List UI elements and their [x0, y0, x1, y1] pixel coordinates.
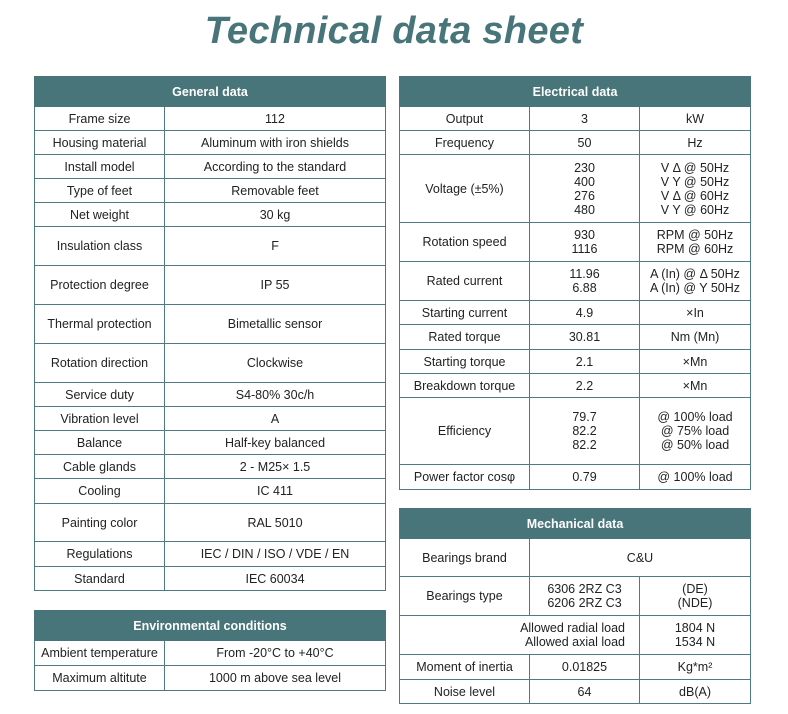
starting-current-label: Starting current [400, 301, 530, 325]
general-label: Vibration level [35, 407, 165, 431]
general-value: 2 - M25× 1.5 [165, 455, 386, 479]
rotation-speed-unit: RPM @ 60Hz [656, 242, 734, 256]
bearings-type-unit: (NDE) [677, 596, 713, 610]
voltage-units [640, 155, 751, 223]
rated-torque-unit: Nm (Mn) [640, 325, 751, 350]
rotation-speed-units [640, 223, 751, 262]
starting-torque-label: Starting torque [400, 350, 530, 374]
bearings-type-unit: (DE) [682, 582, 708, 596]
rated-torque-label: Rated torque [400, 325, 530, 350]
efficiency-value: 82.2 [572, 438, 597, 452]
general-label: Regulations [35, 542, 165, 567]
general-label: Thermal protection [35, 305, 165, 344]
noise-level-label: Noise level [400, 680, 530, 704]
starting-current-unit: ×In [640, 301, 751, 325]
general-label: Insulation class [35, 227, 165, 266]
page-title: Technical data sheet [204, 10, 584, 52]
general-value: IEC 60034 [165, 567, 386, 591]
general-label: Type of feet [35, 179, 165, 203]
noise-level-unit: dB(A) [640, 680, 751, 704]
bearings-type-units [640, 577, 751, 616]
general-label: Rotation direction [35, 344, 165, 383]
rotation-speed-value: 930 [574, 228, 595, 242]
general-label: Service duty [35, 383, 165, 407]
general-label: Balance [35, 431, 165, 455]
mechanical-data-header: Mechanical data [400, 509, 751, 539]
efficiency-values [530, 398, 640, 465]
allowed-load-labels [400, 616, 640, 655]
rated-current-value: 11.96 [569, 267, 600, 281]
efficiency-value: 79.7 [572, 410, 597, 424]
bearings-brand-value: C&U [530, 539, 751, 577]
environment-label: Ambient temperature [35, 641, 165, 666]
voltage-unit: V Y @ 50Hz [660, 174, 730, 189]
efficiency-label: Efficiency [400, 398, 530, 465]
voltage-value: 480 [574, 202, 595, 217]
voltage-unit: V Δ @ 60Hz [660, 188, 730, 203]
breakdown-torque-value: 2.2 [530, 374, 640, 398]
bearings-type-label: Bearings type [400, 577, 530, 616]
general-value: F [165, 227, 386, 266]
general-value: Half-key balanced [165, 431, 386, 455]
general-value: 112 [165, 107, 386, 131]
efficiency-unit: @ 75% load [660, 424, 730, 438]
rotation-speed-value: 1116 [571, 242, 598, 256]
environment-label: Maximum altitute [35, 666, 165, 691]
bearings-brand-label: Bearings brand [400, 539, 530, 577]
general-value: A [165, 407, 386, 431]
general-value: Aluminum with iron shields [165, 131, 386, 155]
general-label: Cable glands [35, 455, 165, 479]
general-label: Protection degree [35, 266, 165, 305]
general-value: IP 55 [165, 266, 386, 305]
frequency-label: Frequency [400, 131, 530, 155]
general-data-header: General data [35, 77, 386, 107]
rated-current-value: 6.88 [572, 281, 597, 295]
efficiency-unit: @ 50% load [660, 438, 730, 452]
general-value: According to the standard [165, 155, 386, 179]
rotation-speed-values [530, 223, 640, 262]
output-value: 3 [530, 107, 640, 131]
voltage-unit: V Δ @ 50Hz [660, 160, 730, 175]
breakdown-torque-label: Breakdown torque [400, 374, 530, 398]
rotation-speed-unit: RPM @ 50Hz [656, 228, 734, 242]
general-value: Clockwise [165, 344, 386, 383]
allowed-load-value: 1534 N [674, 635, 716, 649]
starting-current-value: 4.9 [530, 301, 640, 325]
voltage-value: 276 [574, 188, 595, 203]
efficiency-unit: @ 100% load [657, 410, 733, 424]
bearings-type-values [530, 577, 640, 616]
voltage-label: Voltage (±5%) [400, 155, 530, 223]
environment-value: From -20°C to +40°C [165, 641, 386, 666]
frequency-unit: Hz [640, 131, 751, 155]
moment-of-inertia-unit: Kg*m² [640, 655, 751, 680]
general-value: Bimetallic sensor [165, 305, 386, 344]
rated-current-label: Rated current [400, 262, 530, 301]
general-value: S4-80% 30c/h [165, 383, 386, 407]
electrical-data-header: Electrical data [400, 77, 751, 107]
voltage-value: 230 [574, 160, 595, 175]
allowed-load-label: Allowed axial load [524, 635, 625, 649]
allowed-load-value: 1804 N [674, 621, 716, 635]
general-value: IEC / DIN / ISO / VDE / EN [165, 542, 386, 567]
general-label: Painting color [35, 504, 165, 542]
bearings-type-value: 6206 2RZ C3 [547, 596, 622, 610]
general-label: Install model [35, 155, 165, 179]
efficiency-units [640, 398, 751, 465]
environment-value: 1000 m above sea level [165, 666, 386, 691]
breakdown-torque-unit: ×Mn [640, 374, 751, 398]
frequency-value: 50 [530, 131, 640, 155]
voltage-unit: V Y @ 60Hz [660, 202, 730, 217]
general-label: Frame size [35, 107, 165, 131]
general-data-table [34, 76, 386, 591]
general-label: Net weight [35, 203, 165, 227]
environmental-conditions-header: Environmental conditions [35, 611, 386, 641]
power-factor-unit: @ 100% load [640, 465, 751, 490]
output-label: Output [400, 107, 530, 131]
power-factor-value: 0.79 [530, 465, 640, 490]
general-value: Removable feet [165, 179, 386, 203]
starting-torque-value: 2.1 [530, 350, 640, 374]
electrical-data-table [399, 76, 751, 490]
general-value: 30 kg [165, 203, 386, 227]
allowed-load-label: Allowed radial load [520, 621, 625, 635]
rotation-speed-label: Rotation speed [400, 223, 530, 262]
rated-torque-value: 30.81 [530, 325, 640, 350]
mechanical-data-table [399, 508, 751, 704]
moment-of-inertia-value: 0.01825 [530, 655, 640, 680]
efficiency-value: 82.2 [572, 424, 597, 438]
voltage-values [530, 155, 640, 223]
rated-current-units [640, 262, 751, 301]
rated-current-unit: A (In) @ Δ 50Hz [650, 267, 740, 281]
output-unit: kW [640, 107, 751, 131]
power-factor-label: Power factor cosφ [400, 465, 530, 490]
allowed-load-values [640, 616, 751, 655]
moment-of-inertia-label: Moment of inertia [400, 655, 530, 680]
rated-current-unit: A (In) @ Y 50Hz [649, 281, 741, 295]
general-label: Cooling [35, 479, 165, 504]
general-label: Housing material [35, 131, 165, 155]
environmental-conditions-table [34, 610, 386, 691]
general-value: IC 411 [165, 479, 386, 504]
general-label: Standard [35, 567, 165, 591]
noise-level-value: 64 [530, 680, 640, 704]
starting-torque-unit: ×Mn [640, 350, 751, 374]
voltage-value: 400 [574, 174, 595, 189]
rated-current-values [530, 262, 640, 301]
general-value: RAL 5010 [165, 504, 386, 542]
bearings-type-value: 6306 2RZ C3 [547, 582, 622, 596]
